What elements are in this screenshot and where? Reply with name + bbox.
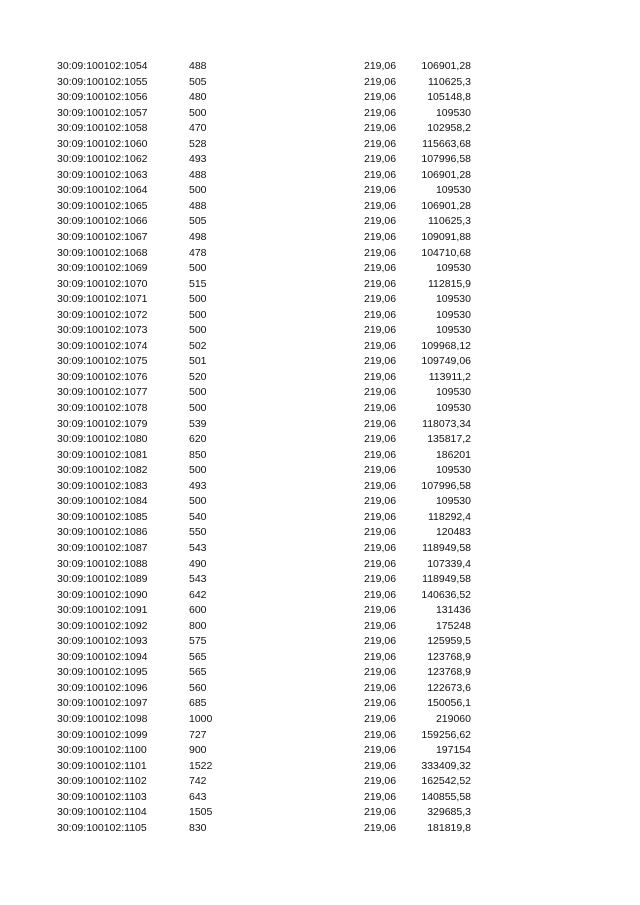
rate-cell: 219,06 — [364, 759, 397, 772]
cadastral-number-cell: 30:09:100102:1085 — [57, 510, 148, 523]
cadastral-number-cell: 30:09:100102:1066 — [57, 215, 148, 228]
rate-cell: 219,06 — [364, 122, 397, 135]
cadastral-number-cell: 30:09:100102:1091 — [57, 604, 148, 617]
area-cell: 850 — [189, 448, 207, 461]
cost-cell: 105148,8 — [427, 91, 471, 104]
table-row — [0, 339, 640, 355]
table-row — [0, 121, 640, 137]
cadastral-number-cell: 30:09:100102:1101 — [57, 759, 147, 772]
area-cell: 490 — [189, 557, 207, 570]
cost-cell: 102958,2 — [427, 122, 471, 135]
cadastral-number-cell: 30:09:100102:1063 — [57, 168, 148, 181]
cadastral-number-cell: 30:09:100102:1094 — [57, 650, 148, 663]
rate-cell: 219,06 — [364, 728, 397, 741]
area-cell: 543 — [189, 541, 207, 554]
area-cell: 565 — [189, 666, 207, 679]
area-cell: 493 — [189, 479, 207, 492]
cadastral-number-cell: 30:09:100102:1058 — [57, 122, 148, 135]
area-cell: 643 — [189, 790, 207, 803]
table-body — [0, 59, 640, 836]
table-row — [0, 650, 640, 666]
rate-cell: 219,06 — [364, 619, 397, 632]
table-row — [0, 354, 640, 370]
table-row — [0, 432, 640, 448]
rate-cell: 219,06 — [364, 137, 397, 150]
rate-cell: 219,06 — [364, 573, 397, 586]
table-row — [0, 463, 640, 479]
table-row — [0, 619, 640, 635]
rate-cell: 219,06 — [364, 666, 397, 679]
cadastral-number-cell: 30:09:100102:1055 — [57, 75, 148, 88]
area-cell: 500 — [189, 308, 207, 321]
cadastral-number-cell: 30:09:100102:1068 — [57, 246, 148, 259]
table-row — [0, 152, 640, 168]
table-row — [0, 308, 640, 324]
cadastral-number-cell: 30:09:100102:1103 — [57, 790, 147, 803]
cadastral-number-cell: 30:09:100102:1099 — [57, 728, 148, 741]
table-row — [0, 743, 640, 759]
area-cell: 505 — [189, 75, 207, 88]
table-row — [0, 774, 640, 790]
rate-cell: 219,06 — [364, 277, 397, 290]
cost-cell: 118292,4 — [427, 510, 471, 523]
cost-cell: 110625,3 — [427, 75, 471, 88]
rate-cell: 219,06 — [364, 526, 397, 539]
rate-cell: 219,06 — [364, 775, 397, 788]
area-cell: 488 — [189, 168, 207, 181]
rate-cell: 219,06 — [364, 370, 397, 383]
cadastral-number-cell: 30:09:100102:1098 — [57, 712, 148, 725]
cadastral-number-cell: 30:09:100102:1074 — [57, 339, 148, 352]
table-row — [0, 588, 640, 604]
cost-cell: 109091,88 — [421, 231, 471, 244]
cadastral-number-cell: 30:09:100102:1075 — [57, 355, 148, 368]
rate-cell: 219,06 — [364, 433, 397, 446]
cost-cell: 125959,5 — [427, 635, 471, 648]
cost-cell: 107339,4 — [427, 557, 471, 570]
cadastral-number-cell: 30:09:100102:1081 — [57, 448, 148, 461]
rate-cell: 219,06 — [364, 744, 397, 757]
cost-cell: 122673,6 — [427, 681, 471, 694]
cadastral-number-cell: 30:09:100102:1086 — [57, 526, 148, 539]
cost-cell: 329685,3 — [427, 806, 471, 819]
area-cell: 500 — [189, 293, 207, 306]
rate-cell: 219,06 — [364, 153, 397, 166]
table-row — [0, 525, 640, 541]
cadastral-number-cell: 30:09:100102:1056 — [57, 91, 148, 104]
cost-cell: 162542,52 — [421, 775, 471, 788]
area-cell: 500 — [189, 262, 207, 275]
cadastral-number-cell: 30:09:100102:1069 — [57, 262, 148, 275]
cost-cell: 118949,58 — [422, 573, 471, 586]
cadastral-number-cell: 30:09:100102:1072 — [57, 308, 148, 321]
cost-cell: 115663,68 — [422, 137, 471, 150]
rate-cell: 219,06 — [364, 479, 397, 492]
table-row — [0, 401, 640, 417]
area-cell: 600 — [189, 604, 207, 617]
cadastral-number-cell: 30:09:100102:1073 — [57, 324, 148, 337]
area-cell: 500 — [189, 386, 207, 399]
cost-cell: 110625,3 — [427, 215, 471, 228]
rate-cell: 219,06 — [364, 308, 397, 321]
cost-cell: 109530 — [435, 262, 471, 275]
area-cell: 501 — [189, 355, 207, 368]
table-row — [0, 137, 640, 153]
area-cell: 470 — [189, 122, 207, 135]
cadastral-number-cell: 30:09:100102:1067 — [57, 231, 148, 244]
rate-cell: 219,06 — [364, 464, 397, 477]
rate-cell: 219,06 — [364, 417, 397, 430]
area-cell: 560 — [189, 681, 207, 694]
cost-cell: 109530 — [435, 324, 471, 337]
table-row — [0, 665, 640, 681]
rate-cell: 219,06 — [364, 448, 397, 461]
table-row — [0, 370, 640, 386]
area-cell: 642 — [189, 588, 207, 601]
rate-cell: 219,06 — [364, 75, 397, 88]
cost-cell: 107996,58 — [421, 153, 471, 166]
table-row — [0, 572, 640, 588]
cadastral-number-cell: 30:09:100102:1083 — [57, 479, 148, 492]
cadastral-number-cell: 30:09:100102:1057 — [57, 106, 148, 119]
area-cell: 500 — [189, 184, 207, 197]
cost-cell: 109530 — [435, 106, 471, 119]
rate-cell: 219,06 — [364, 650, 397, 663]
cost-cell: 197154 — [435, 744, 471, 757]
cadastral-number-cell: 30:09:100102:1070 — [57, 277, 148, 290]
cost-cell: 104710,68 — [421, 246, 471, 259]
area-cell: 539 — [189, 417, 207, 430]
area-cell: 800 — [189, 619, 207, 632]
cost-cell: 159256,62 — [421, 728, 471, 741]
cadastral-number-cell: 30:09:100102:1062 — [57, 153, 148, 166]
rate-cell: 219,06 — [364, 697, 397, 710]
table-row — [0, 634, 640, 650]
cadastral-number-cell: 30:09:100102:1079 — [57, 417, 148, 430]
table-row — [0, 696, 640, 712]
cadastral-number-cell: 30:09:100102:1064 — [57, 184, 148, 197]
table-row — [0, 603, 640, 619]
cadastral-number-cell: 30:09:100102:1080 — [57, 433, 148, 446]
cadastral-number-cell: 30:09:100102:1084 — [57, 495, 148, 508]
area-cell: 1522 — [189, 759, 213, 772]
cost-cell: 113911,2 — [428, 370, 471, 383]
cost-cell: 109968,12 — [421, 339, 471, 352]
rate-cell: 219,06 — [364, 60, 397, 72]
cost-cell: 106901,28 — [421, 60, 471, 72]
area-cell: 540 — [189, 510, 207, 523]
area-cell: 742 — [189, 775, 207, 788]
cost-cell: 135817,2 — [427, 433, 471, 446]
cadastral-number-cell: 30:09:100102:1092 — [57, 619, 148, 632]
cost-cell: 186201 — [435, 448, 471, 461]
rate-cell: 219,06 — [364, 541, 397, 554]
rate-cell: 219,06 — [364, 199, 397, 212]
table-row — [0, 246, 640, 262]
cadastral-number-cell: 30:09:100102:1077 — [57, 386, 148, 399]
cost-cell: 109530 — [435, 293, 471, 306]
cost-cell: 140636,52 — [421, 588, 471, 601]
rate-cell: 219,06 — [364, 402, 397, 415]
cost-cell: 109530 — [435, 402, 471, 415]
cost-cell: 123768,9 — [427, 650, 471, 663]
table-row — [0, 448, 640, 464]
area-cell: 575 — [189, 635, 207, 648]
area-cell: 500 — [189, 106, 207, 119]
area-cell: 528 — [189, 137, 207, 150]
rate-cell: 219,06 — [364, 339, 397, 352]
table-row — [0, 385, 640, 401]
cadastral-number-cell: 30:09:100102:1100 — [57, 744, 147, 757]
rate-cell: 219,06 — [364, 324, 397, 337]
rate-cell: 219,06 — [364, 588, 397, 601]
area-cell: 498 — [189, 231, 207, 244]
cadastral-number-cell: 30:09:100102:1089 — [57, 573, 148, 586]
cost-cell: 107996,58 — [421, 479, 471, 492]
table-row — [0, 479, 640, 495]
area-cell: 500 — [189, 402, 207, 415]
cost-cell: 109530 — [435, 308, 471, 321]
rate-cell: 219,06 — [364, 293, 397, 306]
table-row — [0, 183, 640, 199]
cost-cell: 106901,28 — [421, 168, 471, 181]
cost-cell: 109749,06 — [421, 355, 471, 368]
cost-cell: 150056,1 — [427, 697, 471, 710]
table-row — [0, 759, 640, 775]
cadastral-number-cell: 30:09:100102:1082 — [57, 464, 148, 477]
area-cell: 565 — [189, 650, 207, 663]
rate-cell: 219,06 — [364, 246, 397, 259]
table-row — [0, 199, 640, 215]
table-row — [0, 790, 640, 806]
table-row — [0, 230, 640, 246]
rate-cell: 219,06 — [364, 635, 397, 648]
table-row — [0, 59, 640, 75]
cost-cell: 109530 — [435, 464, 471, 477]
rate-cell: 219,06 — [364, 604, 397, 617]
area-cell: 1505 — [189, 806, 213, 819]
table-row — [0, 681, 640, 697]
table-row — [0, 214, 640, 230]
rate-cell: 219,06 — [364, 168, 397, 181]
cost-cell: 120483 — [435, 526, 471, 539]
cadastral-number-cell: 30:09:100102:1093 — [57, 635, 148, 648]
table-row — [0, 75, 640, 91]
rate-cell: 219,06 — [364, 681, 397, 694]
area-cell: 500 — [189, 464, 207, 477]
cadastral-number-cell: 30:09:100102:1054 — [57, 60, 148, 72]
table-row — [0, 168, 640, 184]
rate-cell: 219,06 — [364, 215, 397, 228]
cadastral-table — [0, 59, 640, 836]
rate-cell: 219,06 — [364, 712, 397, 725]
rate-cell: 219,06 — [364, 510, 397, 523]
cadastral-number-cell: 30:09:100102:1088 — [57, 557, 148, 570]
table-row — [0, 541, 640, 557]
cadastral-number-cell: 30:09:100102:1102 — [57, 775, 147, 788]
table-row — [0, 510, 640, 526]
rate-cell: 219,06 — [364, 790, 397, 803]
area-cell: 550 — [189, 526, 207, 539]
cost-cell: 106901,28 — [421, 199, 471, 212]
area-cell: 505 — [189, 215, 207, 228]
cost-cell: 112815,9 — [427, 277, 471, 290]
rate-cell: 219,06 — [364, 91, 397, 104]
area-cell: 543 — [189, 573, 207, 586]
table-row — [0, 805, 640, 821]
cost-cell: 118949,58 — [422, 541, 471, 554]
area-cell: 493 — [189, 153, 207, 166]
table-row — [0, 277, 640, 293]
cadastral-number-cell: 30:09:100102:1071 — [57, 293, 148, 306]
cost-cell: 131436 — [435, 604, 471, 617]
table-row — [0, 557, 640, 573]
rate-cell: 219,06 — [364, 386, 397, 399]
cost-cell: 118073,34 — [422, 417, 471, 430]
cost-cell: 175248 — [435, 619, 471, 632]
cadastral-number-cell: 30:09:100102:1104 — [57, 806, 147, 819]
cadastral-number-cell: 30:09:100102:1065 — [57, 199, 148, 212]
cadastral-number-cell: 30:09:100102:1090 — [57, 588, 148, 601]
cadastral-number-cell: 30:09:100102:1097 — [57, 697, 148, 710]
area-cell: 500 — [189, 495, 207, 508]
table-row — [0, 261, 640, 277]
table-row — [0, 90, 640, 106]
table-row — [0, 712, 640, 728]
cost-cell: 123768,9 — [427, 666, 471, 679]
rate-cell: 219,06 — [364, 821, 397, 834]
cadastral-number-cell: 30:09:100102:1105 — [57, 821, 147, 834]
cadastral-number-cell: 30:09:100102:1060 — [57, 137, 148, 150]
table-row — [0, 494, 640, 510]
area-cell: 520 — [189, 370, 207, 383]
area-cell: 515 — [189, 277, 207, 290]
area-cell: 478 — [189, 246, 207, 259]
rate-cell: 219,06 — [364, 106, 397, 119]
cost-cell: 109530 — [435, 184, 471, 197]
table-row — [0, 417, 640, 433]
cadastral-number-cell: 30:09:100102:1095 — [57, 666, 148, 679]
cost-cell: 140855,58 — [421, 790, 471, 803]
rate-cell: 219,06 — [364, 231, 397, 244]
table-row — [0, 821, 640, 837]
area-cell: 620 — [189, 433, 207, 446]
table-row — [0, 323, 640, 339]
area-cell: 727 — [189, 728, 207, 741]
rate-cell: 219,06 — [364, 184, 397, 197]
area-cell: 480 — [189, 91, 207, 104]
rate-cell: 219,06 — [364, 355, 397, 368]
area-cell: 488 — [189, 199, 207, 212]
rate-cell: 219,06 — [364, 262, 397, 275]
rate-cell: 219,06 — [364, 557, 397, 570]
area-cell: 685 — [189, 697, 207, 710]
table-row — [0, 292, 640, 308]
cost-cell: 181819,8 — [427, 821, 471, 834]
rate-cell: 219,06 — [364, 495, 397, 508]
cost-cell: 109530 — [435, 386, 471, 399]
area-cell: 500 — [189, 324, 207, 337]
area-cell: 488 — [189, 60, 207, 72]
cadastral-number-cell: 30:09:100102:1078 — [57, 402, 148, 415]
area-cell: 900 — [189, 744, 207, 757]
area-cell: 502 — [189, 339, 207, 352]
table-row — [0, 106, 640, 122]
cadastral-number-cell: 30:09:100102:1076 — [57, 370, 148, 383]
cost-cell: 333409,32 — [421, 759, 471, 772]
cadastral-number-cell: 30:09:100102:1096 — [57, 681, 148, 694]
area-cell: 1000 — [189, 712, 213, 725]
area-cell: 830 — [189, 821, 207, 834]
rate-cell: 219,06 — [364, 806, 397, 819]
cost-cell: 109530 — [435, 495, 471, 508]
cost-cell: 219060 — [435, 712, 471, 725]
cadastral-number-cell: 30:09:100102:1087 — [57, 541, 148, 554]
table-row — [0, 728, 640, 744]
